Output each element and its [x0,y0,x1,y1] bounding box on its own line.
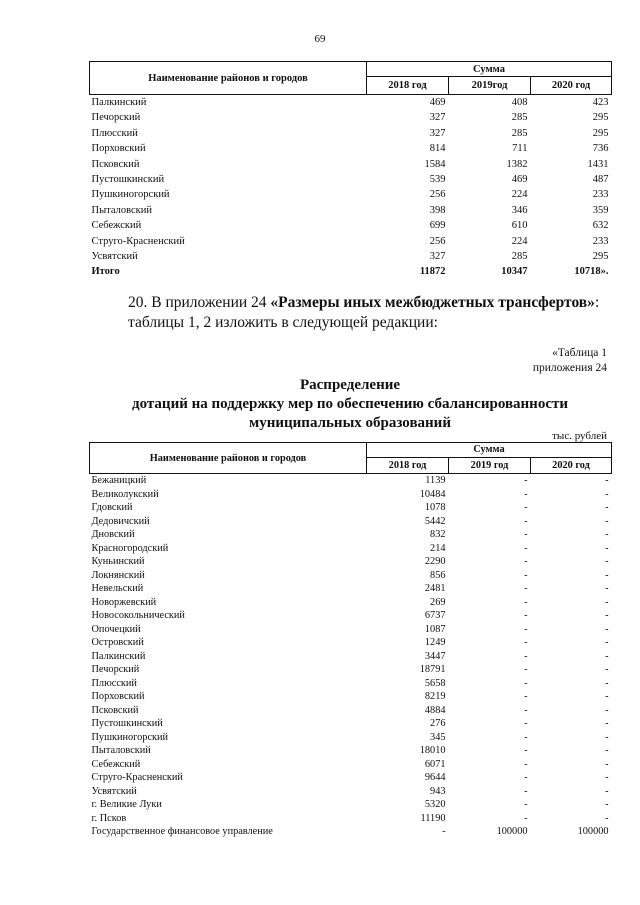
cell-2018: 10484 [419,488,446,500]
cell-2019: - [524,650,528,662]
cell-2018: 2481 [424,583,446,594]
title-line3: муниципальных образований [249,415,451,431]
cell-2018: 345 [430,731,446,743]
cell-name: Дедовичский [91,515,150,527]
cell-name: Локнянский [91,569,145,581]
cell-name: Красногородский [91,542,169,554]
cell-2018: 214 [430,542,446,554]
cell-2018: 1078 [424,502,446,513]
cell-name: Палкинский [91,650,146,662]
cell-2019: - [524,569,528,581]
table-row [90,731,612,745]
cell-2019: - [524,488,528,500]
cell-2018: 327 [429,251,446,263]
cell-2019: - [524,812,528,824]
cell-2020: - [605,610,609,621]
title-line1: Распределение [299,377,401,393]
cell-name: Куньинский [91,556,145,567]
cell-2018: 276 [430,718,446,729]
cell-2018: 6737 [424,610,446,621]
column-header-2020: 2020 год [531,77,612,95]
cell-2018: 1139 [425,475,446,486]
title-line2: дотаций на поддержку мер по обеспечению сбалансированности [131,396,568,412]
cell-name: Невельский [91,583,144,594]
table-2 [89,442,612,839]
column-header-name: Наименование районов и городов [90,443,367,474]
cell-name: Новоржевский [91,596,157,608]
table-row [90,798,612,812]
table-row [90,218,612,233]
cell-2019: - [524,677,528,689]
cell-2020: 632 [592,220,609,232]
cell-name: Плюсский [91,677,137,689]
cell-2018: 11872 [419,266,446,278]
cell-2020: 487 [592,174,609,186]
cell-2018: 699 [429,220,446,232]
cell-2019: - [524,475,528,486]
section-title [89,376,611,433]
cell-2019: - [524,529,528,540]
cell-2020: 295 [592,112,609,124]
cell-2018: 256 [429,189,446,201]
cell-2019: - [524,515,528,527]
cell-name: Пушкиногорский [91,731,169,743]
cell-2019: 469 [511,174,528,186]
table-row [90,677,612,691]
cell-2019: 408 [511,97,528,108]
cell-2020: - [605,691,609,702]
cell-2019: - [524,758,528,770]
table-row [90,234,612,249]
cell-2020: - [605,569,609,581]
column-header-2019: 2019год [449,77,531,95]
cell-name: Государственное финансовое управление [91,826,273,837]
cell-2020: - [605,799,609,810]
cell-2018: 1087 [424,623,446,635]
column-header-sum: Сумма [367,62,612,77]
cell-name: Усвятский [91,785,137,797]
cell-2020: - [605,488,609,500]
paragraph-lead: 20. В приложении 24 [128,294,271,311]
cell-2020: - [605,583,609,594]
table-reference-line1: «Таблица 1 [552,347,607,359]
cell-2020: - [605,677,609,689]
table-row [90,264,612,279]
cell-2020: - [605,704,609,716]
paragraph-tail: : таблицы 1, 2 изложить в следующей редакции: [128,294,600,331]
cell-name: г. Псков [91,812,127,824]
cell-2020: - [605,758,609,770]
cell-2019: - [524,596,528,608]
cell-name: Печорский [91,664,140,675]
cell-2020: - [605,623,609,635]
cell-2018: 4884 [424,704,446,716]
paragraph-bold-title: «Размеры иных межбюджетных трансфертов» [270,294,595,311]
cell-2019: 10347 [501,266,528,278]
cell-name: Псковский [91,158,140,170]
cell-name: Псковский [91,704,139,716]
cell-name: Великолукский [91,488,159,500]
table-row [90,474,612,488]
cell-name: Новосокольнический [91,610,185,621]
cell-2018: 256 [429,235,446,247]
cell-2019: - [524,542,528,554]
cell-2020: - [605,502,609,513]
table-row [90,488,612,502]
cell-2019: 711 [512,143,528,155]
cell-2018: 8219 [424,691,446,702]
cell-2019: - [524,772,528,783]
cell-name: Порховский [91,691,145,702]
cell-name: Пыталовский [91,204,152,216]
amendment-paragraph [128,293,608,333]
cell-2019: 100000 [496,826,528,837]
table-row [90,650,612,664]
cell-2020: 233 [592,235,609,247]
cell-2020: 423 [592,97,609,108]
table-1 [89,61,612,280]
cell-2018: 943 [430,785,446,797]
table-row [90,542,612,556]
table-row [90,110,612,125]
cell-2018: 398 [429,204,446,216]
table-row [90,636,612,650]
cell-2020: - [605,718,609,729]
cell-2018: 9644 [424,772,446,783]
cell-2018: 327 [429,112,446,124]
table-row [90,157,612,172]
cell-2020: - [605,664,609,675]
cell-2019: 610 [511,220,528,232]
cell-name: Пыталовский [91,745,151,756]
cell-2019: - [524,691,528,702]
table-row [90,187,612,202]
column-header-2020: 2020 год [531,457,612,473]
table-row [90,717,612,731]
table-row [90,569,612,583]
cell-name: Себежский [91,220,142,232]
cell-name: Струго-Красненский [91,235,185,247]
cell-2018: 6071 [424,758,446,770]
cell-2019: 224 [511,235,528,247]
cell-2020: - [605,650,609,662]
cell-name: Островский [91,637,144,648]
cell-2018: 469 [429,97,446,108]
table-row [90,203,612,218]
cell-2018: 814 [429,143,446,155]
table-row [90,528,612,542]
table-row [90,785,612,799]
cell-2020: - [605,542,609,554]
cell-2019: - [524,502,528,513]
cell-2020: 10718». [574,266,609,278]
cell-2019: - [524,745,528,756]
cell-2018: 18010 [419,745,446,756]
table-row [90,126,612,141]
cell-2020: 359 [592,204,609,216]
cell-2018: 856 [430,569,446,581]
table-row [90,744,612,758]
cell-2018: 11190 [420,812,446,824]
cell-name: Бежаницкий [91,475,147,486]
cell-2018: 18791 [419,664,446,675]
cell-2018: 5442 [424,515,446,527]
page-number: 69 [314,33,326,45]
cell-name: Пустошкинский [91,174,165,186]
cell-2020: - [605,731,609,743]
table-row [90,555,612,569]
cell-2019: - [524,610,528,621]
cell-2019: - [524,718,528,729]
cell-2020: - [605,596,609,608]
cell-name: Печорский [91,112,141,124]
cell-2018: 3447 [424,650,446,662]
table-reference-line2: приложения 24 [532,362,607,374]
table-row [90,663,612,677]
cell-2019: - [524,799,528,810]
cell-2018: - [442,826,446,837]
cell-2018: 269 [430,596,446,608]
cell-2019: 1382 [506,158,528,170]
table-row [90,515,612,529]
table-row [90,771,612,785]
cell-2020: - [605,772,609,783]
column-header-2018: 2018 год [367,457,449,473]
table-row [90,596,612,610]
cell-2020: - [605,556,609,567]
table-row [90,690,612,704]
table-row [90,623,612,637]
cell-name: Палкинский [91,97,147,108]
cell-name: Себежский [91,758,141,770]
cell-2020: 233 [592,189,609,201]
table-row [90,141,612,156]
cell-2020: - [605,785,609,797]
cell-2019: 285 [511,127,528,139]
cell-2020: - [605,812,609,824]
cell-name: Опочецкий [91,623,141,635]
table-row [90,95,612,111]
cell-name: г. Великие Луки [91,799,162,810]
cell-2018: 5320 [424,799,446,810]
cell-2020: 100000 [577,826,609,837]
cell-2018: 5658 [424,677,446,689]
cell-2018: 832 [430,529,446,540]
cell-2020: - [605,529,609,540]
cell-2020: - [605,745,609,756]
cell-2020: 295 [592,127,609,139]
cell-2019: - [524,637,528,648]
cell-2019: - [524,623,528,635]
table-row [90,812,612,826]
units-label: тыс. рублей [552,430,607,442]
column-header-sum: Сумма [367,443,612,458]
cell-2019: - [524,583,528,594]
cell-2020: 736 [592,143,609,155]
column-header-2018: 2018 год [367,77,449,95]
cell-name: Порховский [91,143,146,155]
cell-name: Пушкиногорский [91,189,170,201]
cell-2019: 346 [511,204,528,216]
table-row [90,704,612,718]
table-row [90,825,612,839]
cell-2020: - [605,475,609,486]
cell-2020: 295 [592,251,609,263]
cell-2018: 1249 [424,637,446,648]
cell-2019: - [524,664,528,675]
cell-2018: 327 [429,127,446,139]
cell-2020: 1431 [587,158,609,170]
cell-name: Струго-Красненский [91,772,183,783]
column-header-2019: 2019 год [449,457,531,473]
cell-2020: - [605,515,609,527]
cell-2019: 285 [511,251,528,263]
cell-name: Дновский [91,529,135,540]
cell-name: Гдовский [91,502,133,513]
cell-2019: 224 [511,189,528,201]
cell-2018: 1584 [424,158,446,170]
cell-name: Плюсский [91,127,138,139]
table-row [90,249,612,264]
table-row [90,582,612,596]
cell-2019: - [524,731,528,743]
cell-2019: - [524,556,528,567]
table-row [90,758,612,772]
cell-2019: - [524,704,528,716]
cell-2020: - [605,637,609,648]
cell-name: Пустошкинский [91,718,163,729]
table-row [90,609,612,623]
cell-name: Усвятский [91,251,138,263]
cell-2018: 2290 [424,556,446,567]
cell-name: Итого [91,266,120,278]
cell-2019: - [524,785,528,797]
table-row [90,501,612,515]
table-reference [533,346,607,376]
table-row [90,172,612,187]
column-header-name: Наименование районов и городов [90,62,367,95]
cell-2018: 539 [429,174,446,186]
cell-2019: 285 [511,112,528,124]
